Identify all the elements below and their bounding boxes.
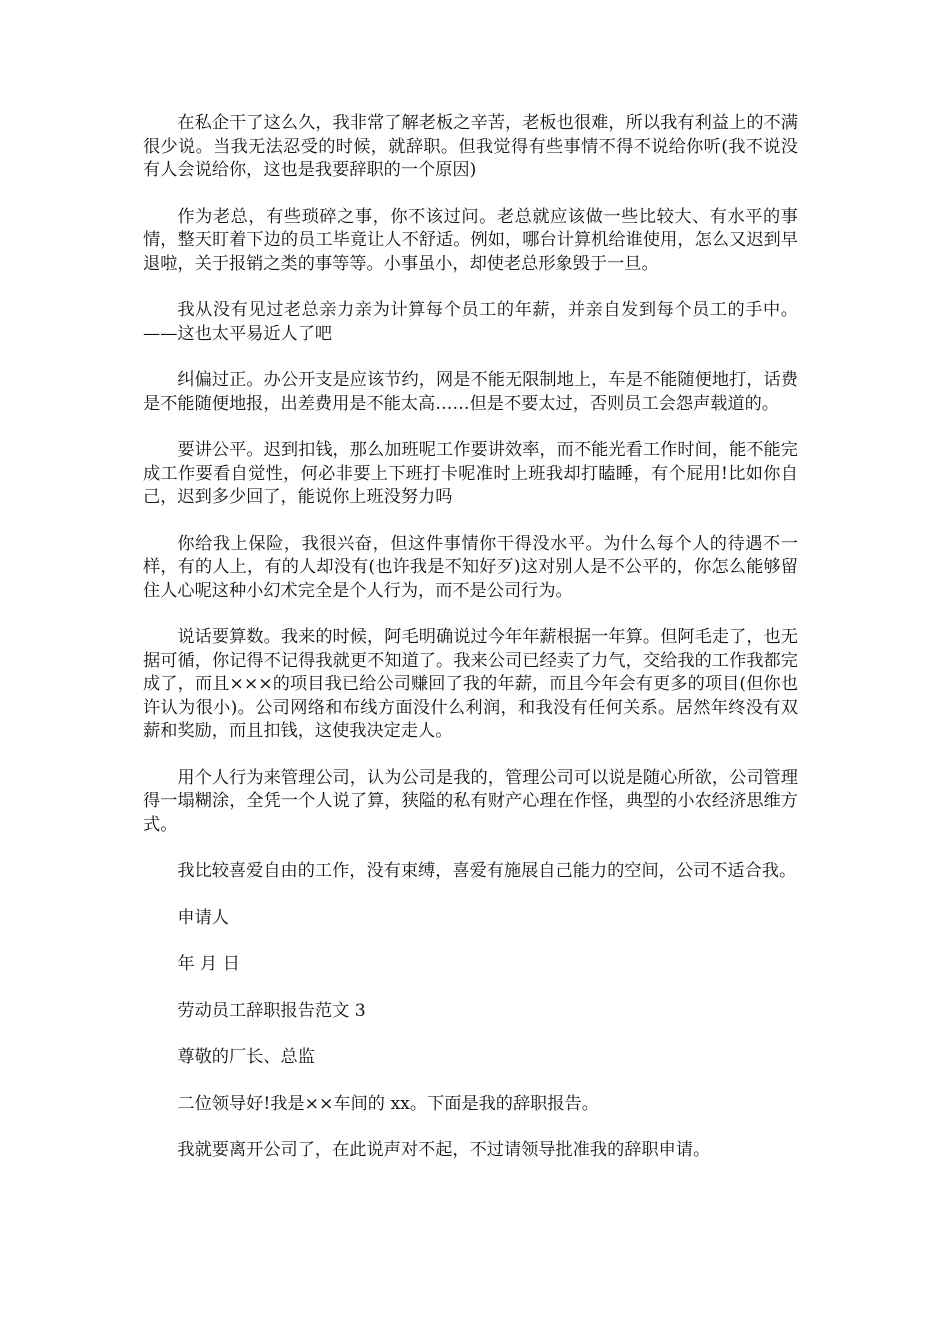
applicant-label: 申请人: [177, 907, 229, 928]
paragraph-5: 要讲公平。迟到扣钱，那么加班呢工作要讲效率，而不能光看工作时间，能不能完成工作要看自觉性，何必非要上下班打卡呢准时上班我却打瞌睡，有个屁用!比如你自己，迟到多少回了，能说你上班没努力吗: [143, 440, 798, 507]
document-page: [143, 112, 798, 1186]
paragraph-4: 纠偏过正。办公开支是应该节约，网是不能无限制地上，车是不能随便地打，话费是不能随便地报，出差费用是不能太高……但是不要太过，否则员工会怨声载道的。: [143, 370, 798, 414]
paragraph-8: 用个人行为来管理公司，认为公司是我的，管理公司可以说是随心所欲，公司管理得一塌糊涂，全凭一个人说了算，狭隘的私有财产心理在作怪，典型的小农经济思维方式。: [143, 767, 798, 835]
closing-line: 我就要离开公司了，在此说声对不起，不过请领导批准我的辞职申请。: [177, 1140, 711, 1160]
paragraph-1: 在私企干了这么久，我非常了解老板之辛苦，老板也很难，所以我有利益上的不满很少说。当我无法忍受的时候，就辞职。但我觉得有些事情不得不说给你听(我不说没有人会说给你，这也是我要辞职的一个原因): [143, 113, 798, 180]
date-line: 年 月 日: [177, 954, 240, 974]
paragraph-6: 你给我上保险，我很兴奋，但这件事情你干得没水平。为什么每个人的待遇不一样，有的人上，有的人却没有(也许我是不知好歹)这对别人是不公平的，你怎么能够留住人心呢这种小幻术完全是个人行为，而不是公司行为。: [143, 533, 798, 601]
salutation: 尊敬的厂长、总监: [177, 1047, 315, 1067]
greeting-line: 二位领导好!我是××车间的 xx。下面是我的辞职报告。: [177, 1093, 599, 1114]
paragraph-2: 作为老总，有些琐碎之事，你不该过问。老总就应该做一些比较大、有水平的事情，整天盯着下边的员工毕竟让人不舒适。例如，哪台计算机给谁使用，怎么又迟到早退啦，关于报销之类的事等等。小事虽小，却使老总形象毁于一旦。: [143, 206, 798, 274]
paragraph-9: 我比较喜爱自由的工作，没有束缚，喜爱有施展自己能力的空间，公司不适合我。: [177, 861, 797, 881]
paragraph-3: 我从没有见过老总亲力亲为计算每个员工的年薪，并亲自发到每个员工的手中。——这也太平易近人了吧: [143, 300, 798, 344]
section-title: 劳动员工辞职报告范文 3: [177, 1000, 366, 1021]
paragraph-7: 说话要算数。我来的时候，阿毛明确说过今年年薪根据一年算。但阿毛走了，也无据可循，你记得不记得我就更不知道了。我来公司已经卖了力气，交给我的工作我都完成了，而且×××的项目我已给公司赚回了我的年薪，而且今年会有更多的项目(但你也许认为很小)。公司网络和布线方面没什么利润，和我没有任何关系。居然年终没有双薪和奖励，而且扣钱，这使我决定走人。: [143, 627, 798, 741]
